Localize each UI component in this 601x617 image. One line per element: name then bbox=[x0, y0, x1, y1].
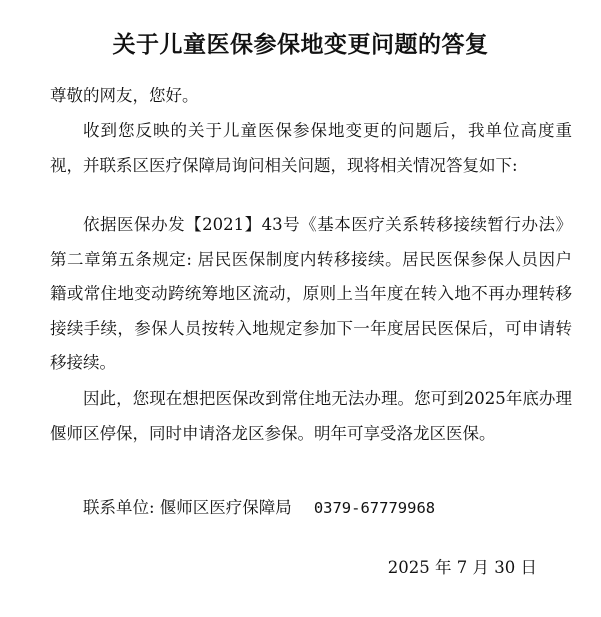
document-title: 关于儿童医保参保地变更问题的答复 bbox=[112, 31, 489, 58]
paragraph-acknowledgement: 收到您反映的关于儿童医保参保地变更的问题后，我单位高度重视，并联系区医疗保障局询问相关问题，现将相关情况答复如下: bbox=[50, 121, 572, 175]
paragraph-conclusion: 因此，您现在想把医保改到常住地无法办理。您可到2025年底办理偃师区停保，同时申请洛龙区参保。明年可享受洛龙区医保。 bbox=[50, 389, 572, 443]
contact-unit: 联系单位: 偃师区医疗保障局 bbox=[83, 498, 292, 517]
reply-date: 2025 年 7 月 30 日 bbox=[387, 558, 537, 577]
contact-phone: 0379-67779968 bbox=[313, 499, 436, 517]
contact-line bbox=[83, 496, 435, 520]
salutation: 尊敬的网友，您好。 bbox=[50, 86, 199, 105]
paragraph-policy-basis: 依据医保办发【2021】43号《基本医疗关系转移接续暂行办法》第二章第五条规定: 居民医保制度内转移接续。居民医保参保人员因户籍或常住地变动跨统筹地区流动，原则上当年度在转入地不再办理转移接续手续，参保人员按转入地规定参加下一年度居民医保后，可申请转移接续。 bbox=[50, 215, 572, 372]
